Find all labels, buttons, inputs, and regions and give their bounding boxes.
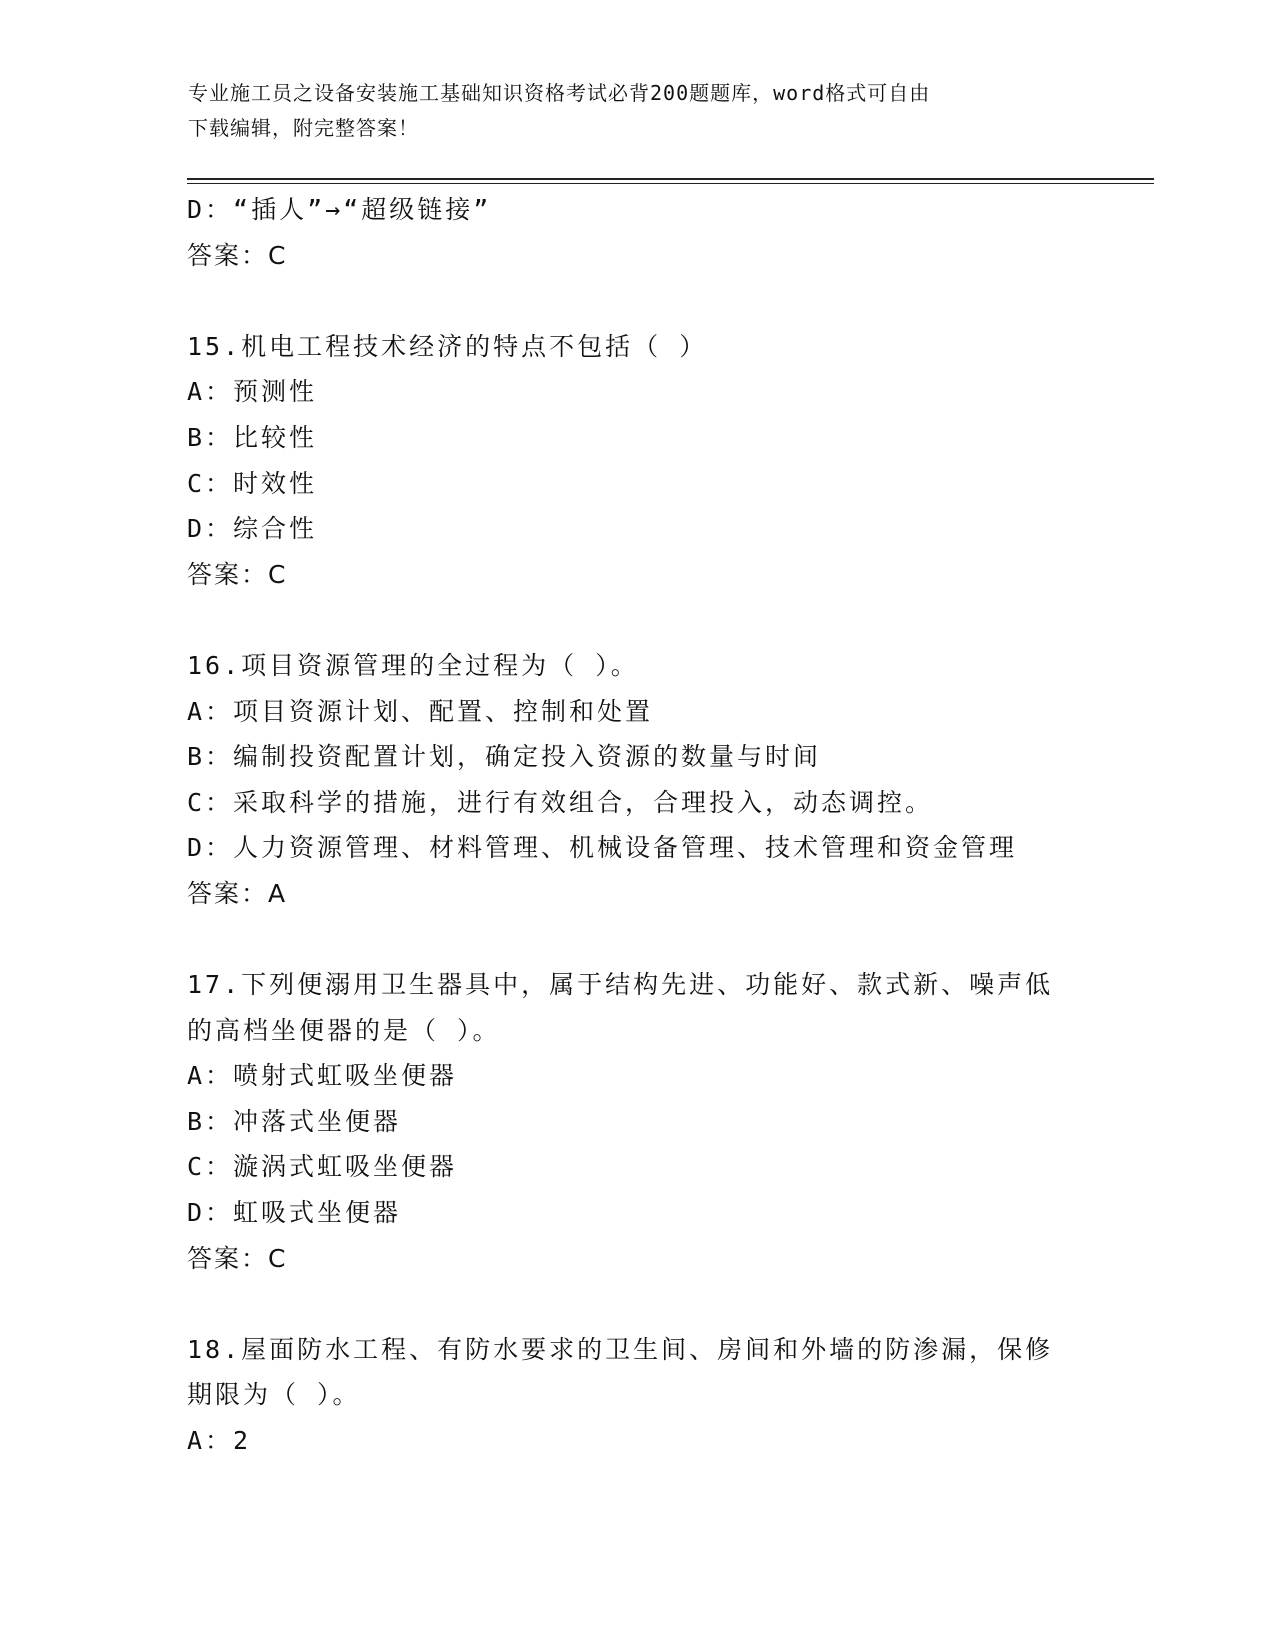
header-divider-thin [187, 183, 1154, 184]
question-15 [187, 324, 1087, 598]
option-d: D：人力资源管理、材料管理、机械设备管理、技术管理和资金管理 [187, 833, 1018, 863]
question-list [187, 187, 1087, 1464]
spacer [187, 278, 1087, 324]
question-stem-line-1: 17.下列便溺用卫生器具中，属于结构先进、功能好、款式新、噪声低 [187, 970, 1054, 1000]
question-stem-line-2: 期限为（ ）。 [187, 1380, 361, 1410]
spacer [187, 917, 1087, 963]
question-stem-line-1: 18.屋面防水工程、有防水要求的卫生间、房间和外墙的防渗漏，保修 [187, 1334, 1054, 1364]
header-line-2: 下载编辑，附完整答案！ [188, 116, 419, 140]
option-b: B：编制投资配置计划，确定投入资源的数量与时间 [187, 742, 822, 772]
question-16 [187, 643, 1087, 917]
answer: 答案：A [187, 878, 288, 908]
option-a: A：2 [187, 1426, 252, 1456]
answer: 答案：C [187, 559, 288, 589]
option-a: A：预测性 [187, 377, 318, 407]
question-stem: 16.项目资源管理的全过程为（ ）。 [187, 650, 639, 680]
question-17 [187, 962, 1087, 1281]
prev-answer: 答案：C [187, 240, 288, 270]
option-b: B：比较性 [187, 422, 318, 452]
header-line-1: 专业施工员之设备安装施工基础知识资格考试必背200题题库，word格式可自由 [188, 81, 931, 105]
option-d: D：综合性 [187, 514, 318, 544]
spacer [187, 1281, 1087, 1327]
question-stem: 15.机电工程技术经济的特点不包括（ ） [187, 331, 708, 361]
option-c: C：时效性 [187, 468, 318, 498]
prev-option-d: D：“插人”→“超级链接” [187, 195, 492, 224]
option-a: A：喷射式虹吸坐便器 [187, 1061, 458, 1091]
option-d: D：虹吸式坐便器 [187, 1198, 402, 1228]
option-c: C：漩涡式虹吸坐便器 [187, 1152, 458, 1182]
question-stem-line-2: 的高档坐便器的是（ ）。 [187, 1015, 501, 1045]
option-a: A：项目资源计划、配置、控制和处置 [187, 696, 654, 726]
header-divider-thick [187, 178, 1154, 180]
document-header [188, 76, 1088, 146]
option-b: B：冲落式坐便器 [187, 1106, 402, 1136]
option-c: C：采取科学的措施，进行有效组合，合理投入，动态调控。 [187, 787, 934, 817]
question-18 [187, 1327, 1087, 1464]
spacer [187, 597, 1087, 643]
answer: 答案：C [187, 1243, 288, 1273]
